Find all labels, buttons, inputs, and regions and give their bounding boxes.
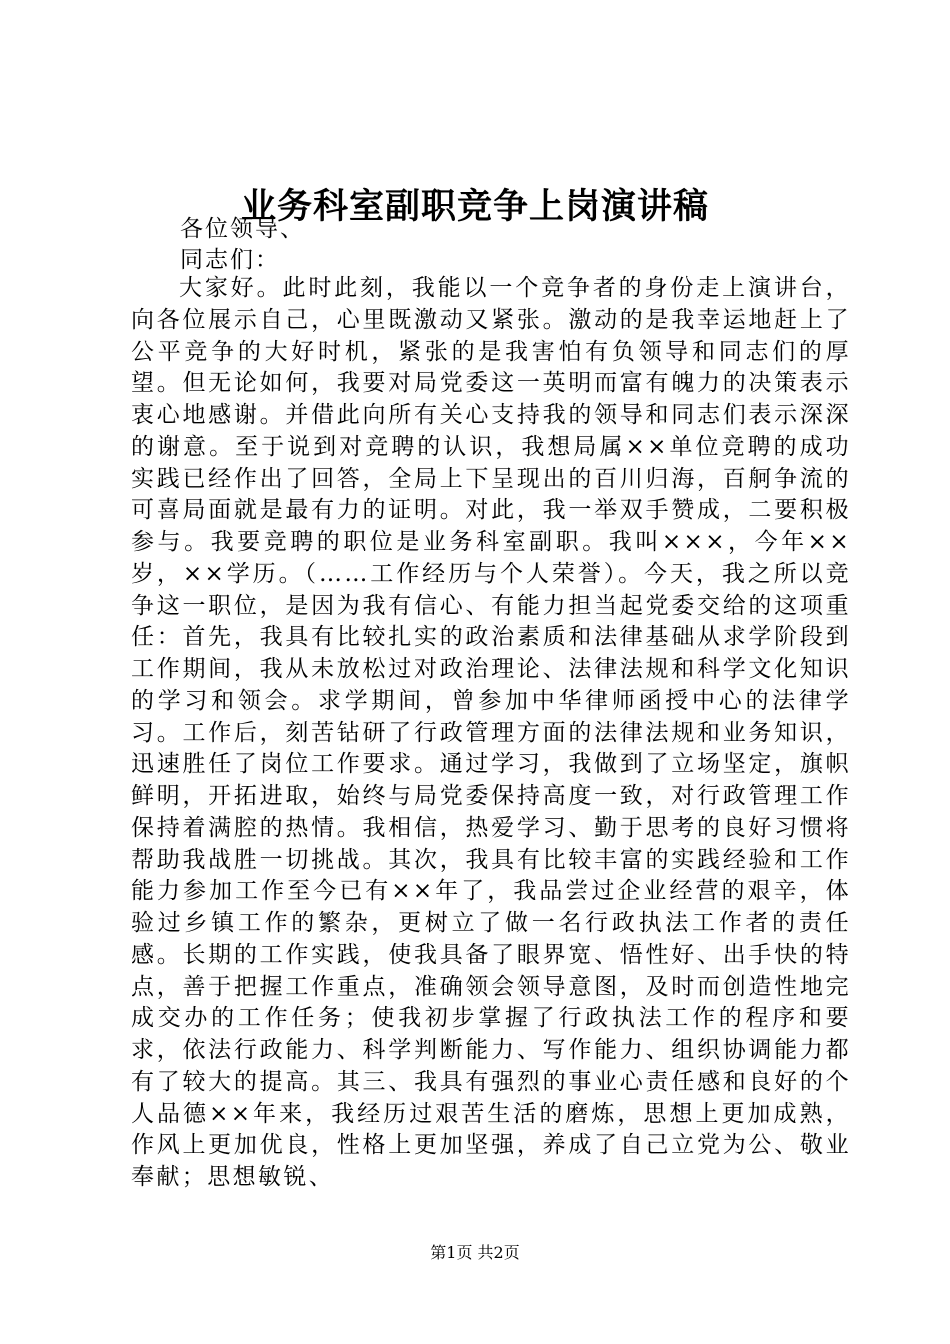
salutation-leaders: 各位领导、 [180,216,305,242]
salutation-comrades: 同志们： [180,247,280,273]
page-footer: 第1页 共2页 [430,1243,520,1262]
speech-body: 大家好。此时此刻，我能以一个竞争者的身份走上演讲台，向各位展示自己，心里既激动又紧张。激动的是我幸运地赶上了公平竞争的大好时机，紧张的是我害怕有负领导和同志们的厚望。但无论如何，我要对局党委这一英明而富有魄力的决策表示衷心地感谢。并借此向所有关心支持我的领导和同志们表示深深的谢意。至于说到对竞聘的认识，我想局属××单位竞聘的成功实践已经作出了回答，全局上下呈现出的百川归海，百舸争流的可喜局面就是最有力的证明。对此，我一举双手赞成，二要积极参与。我要竞聘的职位是业务科室副职。我叫×××，今年××岁，××学历。（……工作经历与个人荣誉）。今天，我之所以竞争这一职位，是因为我有信心、有能力担当起党委交给的这项重任：首先，我具有比较扎实的政治素质和法律基础从求学阶段到工作期间，我从未放松过对政治理论、法律法规和科学文化知识的学习和领会。求学期间，曾参加中华律师函授中心的法律学习。工作后，刻苦钻研了行政管理方面的法律法规和业务知识，迅速胜任了岗位工作要求。通过学习，我做到了立场坚定，旗帜鲜明，开拓进取，始终与局党委保持高度一致，对行政管理工作保持着满腔的热情。我相信，热爱学习、勤于思考的良好习惯将帮助我战胜一切挑战。其次，我具有比较丰富的实践经验和工作能力参加工作至今已有××年了，我品尝过企业经营的艰辛，体验过乡镇工作的繁杂，更树立了做一名行政执法工作者的责任感。长期的工作实践，使我具备了眼界宽、悟性好、出手快的特点，善于把握工作重点，准确领会领导意图，及时而创造性地完成交办的工作任务；使我初步掌握了行政执法工作的程序和要求，依法行政能力、科学判断能力、写作能力、组织协调能力都有了较大的提高。其三、我具有强烈的事业心责任感和良好的个人品德××年来，我经历过艰苦生活的磨炼，思想上更加成熟，作风上更加优良，性格上更加坚强，养成了自己立党为公、敬业奉献；思想敏锐、 [131,275,851,1190]
document-title: 业务科室副职竞争上岗演讲稿 [240,186,709,227]
